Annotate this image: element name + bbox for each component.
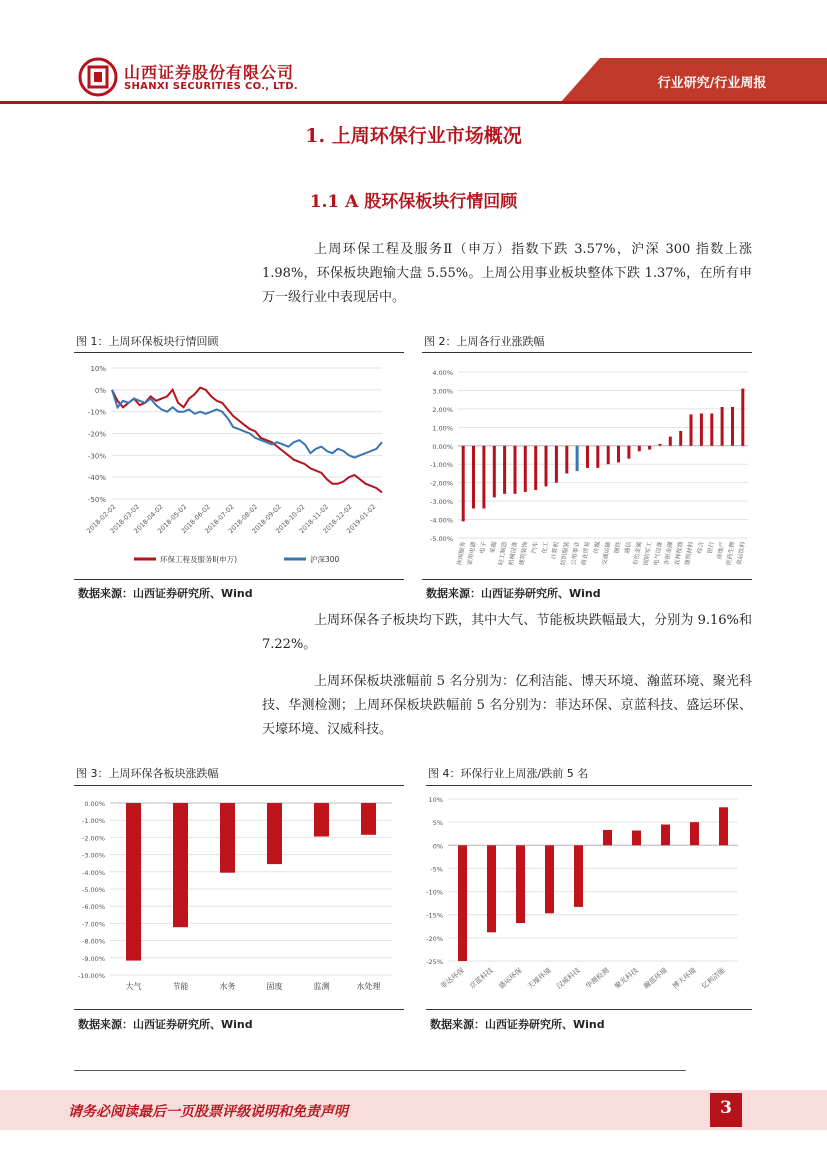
category-label: 食品饮料 [735, 541, 747, 566]
y-tick-label: 2.00% [432, 405, 453, 414]
category-label: 综合 [696, 541, 706, 555]
category-label: 传媒 [592, 541, 602, 555]
category-label: 亿利洁能 [700, 966, 727, 991]
bar [514, 446, 517, 494]
figure-2-bar-chart [422, 356, 752, 578]
bar [700, 414, 703, 446]
figure-1-title-rule [74, 352, 404, 353]
y-tick-label: 0% [432, 842, 443, 851]
figure-2-title-rule [422, 352, 752, 353]
bar [565, 446, 568, 474]
bar [669, 437, 672, 446]
bar [524, 446, 527, 492]
category-label: 博天环境 [671, 966, 698, 991]
category-label: 机械设备 [507, 541, 519, 566]
page-number: 3 [720, 1098, 732, 1118]
category-label: 电子 [478, 541, 488, 555]
bar [555, 446, 558, 483]
y-tick-label: 3.00% [432, 387, 453, 396]
bar [586, 446, 589, 468]
category-label: 房地产 [716, 541, 727, 561]
y-tick-label: -25% [426, 958, 443, 966]
bar [607, 446, 610, 464]
disclaimer-link[interactable]: 请务必阅读最后一页股票评级说明和免责声明 [68, 1104, 348, 1120]
bar [710, 414, 713, 446]
figure-2-source: 数据来源：山西证券研究所、Wind [426, 587, 601, 600]
figure-3-title-rule [74, 785, 404, 786]
series-line-2 [112, 390, 382, 458]
y-tick-label: -4.00% [82, 868, 105, 877]
x-tick-label: 2018-03-02 [108, 502, 142, 536]
legend-label: 环保工程及服务Ⅱ(申万) [160, 555, 238, 564]
figure-1-line-chart [74, 356, 404, 578]
y-tick-label: -15% [426, 911, 443, 920]
bar [545, 845, 554, 913]
x-tick-label: 2019-01-02 [345, 502, 378, 536]
y-tick-label: -4.00% [430, 516, 453, 525]
header-divider [0, 101, 827, 104]
figure-3-source: 数据来源：山西证券研究所、Wind [78, 1018, 253, 1031]
y-tick-label: 0.00% [84, 800, 105, 808]
figure-3-source-rule [74, 1009, 404, 1010]
section-title: 1. 上周环保行业市场概况 [305, 125, 522, 147]
bar [472, 446, 475, 509]
bar [690, 414, 693, 445]
category-label: 休闲服务 [456, 541, 468, 566]
category-label: 农林牧渔 [673, 541, 685, 566]
bar [719, 807, 728, 845]
company-logo-icon [78, 57, 118, 97]
y-tick-label: -30% [87, 452, 106, 461]
category-label: 大气 [125, 982, 142, 991]
figure-3-bar-chart [74, 789, 404, 1007]
bar [493, 446, 496, 498]
legend-label: 沪深300 [310, 555, 340, 564]
y-tick-label: 0.00% [432, 442, 453, 451]
category-label: 建筑材料 [683, 541, 696, 566]
y-tick-label: -10% [87, 408, 106, 417]
category-label: 水处理 [356, 982, 381, 991]
bar [617, 446, 620, 463]
category-label: 有色金属 [632, 541, 644, 566]
bar [361, 803, 376, 835]
y-tick-label: -6.00% [82, 903, 105, 912]
y-tick-label: 5% [432, 819, 443, 828]
figure-4-bar-chart [426, 789, 752, 1007]
category-label: 汽车 [530, 541, 540, 555]
x-tick-label: 2018-05-02 [155, 502, 189, 536]
y-tick-label: -5.00% [430, 535, 453, 543]
bar [574, 845, 583, 907]
category-label: 化工 [541, 541, 551, 555]
y-tick-label: -40% [87, 474, 106, 483]
y-tick-label: -5% [430, 865, 443, 874]
bar [661, 825, 670, 846]
category-label: 天壕环境 [526, 966, 553, 991]
category-label: 监测 [313, 982, 330, 991]
paragraph-subsector: 上周环保各子板块均下跌，其中大气、节能板块跌幅最大，分别为 9.16%和 7.22%。 [262, 613, 752, 652]
y-tick-label: -3.00% [82, 851, 105, 860]
x-tick-label: 2018-11-02 [297, 502, 331, 536]
category-label: 水务 [219, 982, 236, 991]
bar [596, 446, 599, 468]
y-tick-label: 1.00% [432, 424, 453, 433]
category-label: 汉威科技 [555, 966, 582, 991]
bar [741, 389, 744, 446]
bar [462, 446, 465, 522]
bar [126, 803, 141, 961]
bar [516, 845, 525, 923]
bar [690, 822, 699, 845]
bar [576, 446, 579, 471]
y-tick-label: -1.00% [82, 817, 105, 826]
y-tick-label: -5.00% [82, 886, 105, 894]
bar [314, 803, 329, 837]
bar [482, 446, 485, 509]
category-label: 电气设备 [652, 541, 664, 566]
figure-1-source: 数据来源：山西证券研究所、Wind [78, 587, 253, 600]
y-tick-label: 0% [94, 386, 106, 395]
x-tick-label: 2018-10-02 [274, 502, 307, 536]
figure-4-source: 数据来源：山西证券研究所、Wind [430, 1018, 605, 1031]
category-label: 银行 [706, 541, 716, 555]
report-category-tag: 行业研究/行业周报 [657, 76, 767, 91]
bar [487, 845, 496, 932]
y-tick-label: -9.00% [82, 954, 105, 963]
category-label: 盛运环保 [497, 966, 524, 991]
y-tick-label: -2.00% [82, 834, 105, 843]
category-label: 菲达环保 [439, 966, 466, 991]
category-label: 计算机 [550, 541, 561, 561]
figure-2-source-rule [422, 579, 752, 580]
bar [458, 845, 467, 961]
y-tick-label: -20% [426, 934, 443, 943]
category-label: 交通运输 [601, 541, 613, 566]
y-tick-label: -3.00% [430, 498, 453, 507]
figure-1-title: 图 1：上周环保板块行情回顾 [76, 335, 219, 348]
x-tick-label: 2018-02-02 [85, 502, 118, 536]
category-label: 公用事业 [570, 541, 582, 566]
figure-1-source-rule [74, 579, 404, 580]
category-label: 瀚蓝环境 [642, 966, 669, 991]
category-label: 建筑装饰 [518, 541, 530, 566]
y-tick-label: 10% [428, 796, 443, 804]
bar [648, 446, 651, 450]
x-tick-label: 2018-12-02 [321, 502, 354, 536]
figure-4-source-rule [426, 1009, 752, 1010]
bar [545, 446, 548, 487]
bar [627, 446, 630, 459]
category-label: 医药生物 [725, 541, 737, 566]
category-label: 通信 [623, 541, 633, 555]
footer-divider [74, 1070, 686, 1071]
y-tick-label: 4.00% [432, 369, 453, 377]
bar [220, 803, 235, 873]
bar [679, 431, 682, 446]
x-tick-label: 2018-09-02 [250, 502, 283, 536]
subsection-title: 1.1 A 股环保板块行情回顾 [309, 192, 518, 212]
y-tick-label: -1.00% [430, 461, 453, 470]
x-tick-label: 2018-08-02 [226, 502, 260, 536]
bar [638, 446, 641, 452]
category-label: 聚光科技 [613, 966, 640, 991]
category-label: 固废 [266, 982, 283, 991]
bar [632, 831, 641, 846]
bar [503, 446, 506, 494]
category-label: 商业贸易 [580, 541, 592, 566]
category-label: 采掘 [489, 541, 499, 555]
paragraph-top5: 上周环保板块涨幅前 5 名分别为：亿利洁能、博天环境、瀚蓝环境、聚光科技、华测检测；上周环保板块跌幅前 5 名分别为：菲达环保、京蓝科技、盛运环保、天壕环境、汉威科技。 [262, 674, 752, 737]
category-label: 家用电器 [466, 541, 478, 566]
y-tick-label: -8.00% [82, 937, 105, 946]
bar [659, 444, 662, 446]
y-tick-label: -50% [87, 496, 106, 504]
bar [731, 407, 734, 446]
category-label: 节能 [172, 982, 189, 991]
bar [721, 407, 724, 446]
brand-name-cn: 山西证券股份有限公司 [124, 63, 295, 82]
category-label: 轻工制造 [497, 541, 509, 566]
y-tick-label: -7.00% [82, 920, 105, 929]
y-tick-label: -10.00% [77, 972, 105, 980]
figure-4-title: 图 4：环保行业上周涨/跌前 5 名 [428, 767, 589, 780]
bar [173, 803, 188, 927]
x-tick-label: 2018-07-02 [203, 502, 236, 536]
y-tick-label: 10% [90, 365, 106, 373]
x-tick-label: 2018-04-02 [132, 502, 165, 536]
x-tick-label: 2018-06-02 [179, 502, 212, 536]
category-label: 非银金融 [663, 541, 675, 566]
figure-3-title: 图 3：上周环保各板块涨跌幅 [76, 767, 219, 780]
bar [534, 446, 537, 490]
figure-2-title: 图 2：上周各行业涨跌幅 [424, 335, 545, 348]
brand-name-en: SHANXI SECURITIES CO., LTD. [124, 81, 298, 92]
paragraph-market-review: 上周环保工程及服务Ⅱ（申万）指数下跌 3.57%，沪深 300 指数上涨 1.98%，环保板块跑输大盘 5.55%。上周公用事业板块整体下跌 1.37%，在所有申万一级行业中表现居中。 [262, 242, 752, 305]
y-tick-label: -20% [87, 430, 106, 439]
figure-4-title-rule [426, 785, 752, 786]
bar [603, 830, 612, 845]
y-tick-label: -2.00% [430, 479, 453, 488]
category-label: 京蓝科技 [468, 966, 495, 991]
category-label: 纺织服装 [559, 541, 571, 566]
bar [267, 803, 282, 864]
category-label: 钢铁 [613, 541, 623, 555]
category-label: 国防军工 [642, 541, 654, 566]
category-label: 华测检测 [584, 966, 611, 991]
y-tick-label: -10% [426, 888, 443, 897]
